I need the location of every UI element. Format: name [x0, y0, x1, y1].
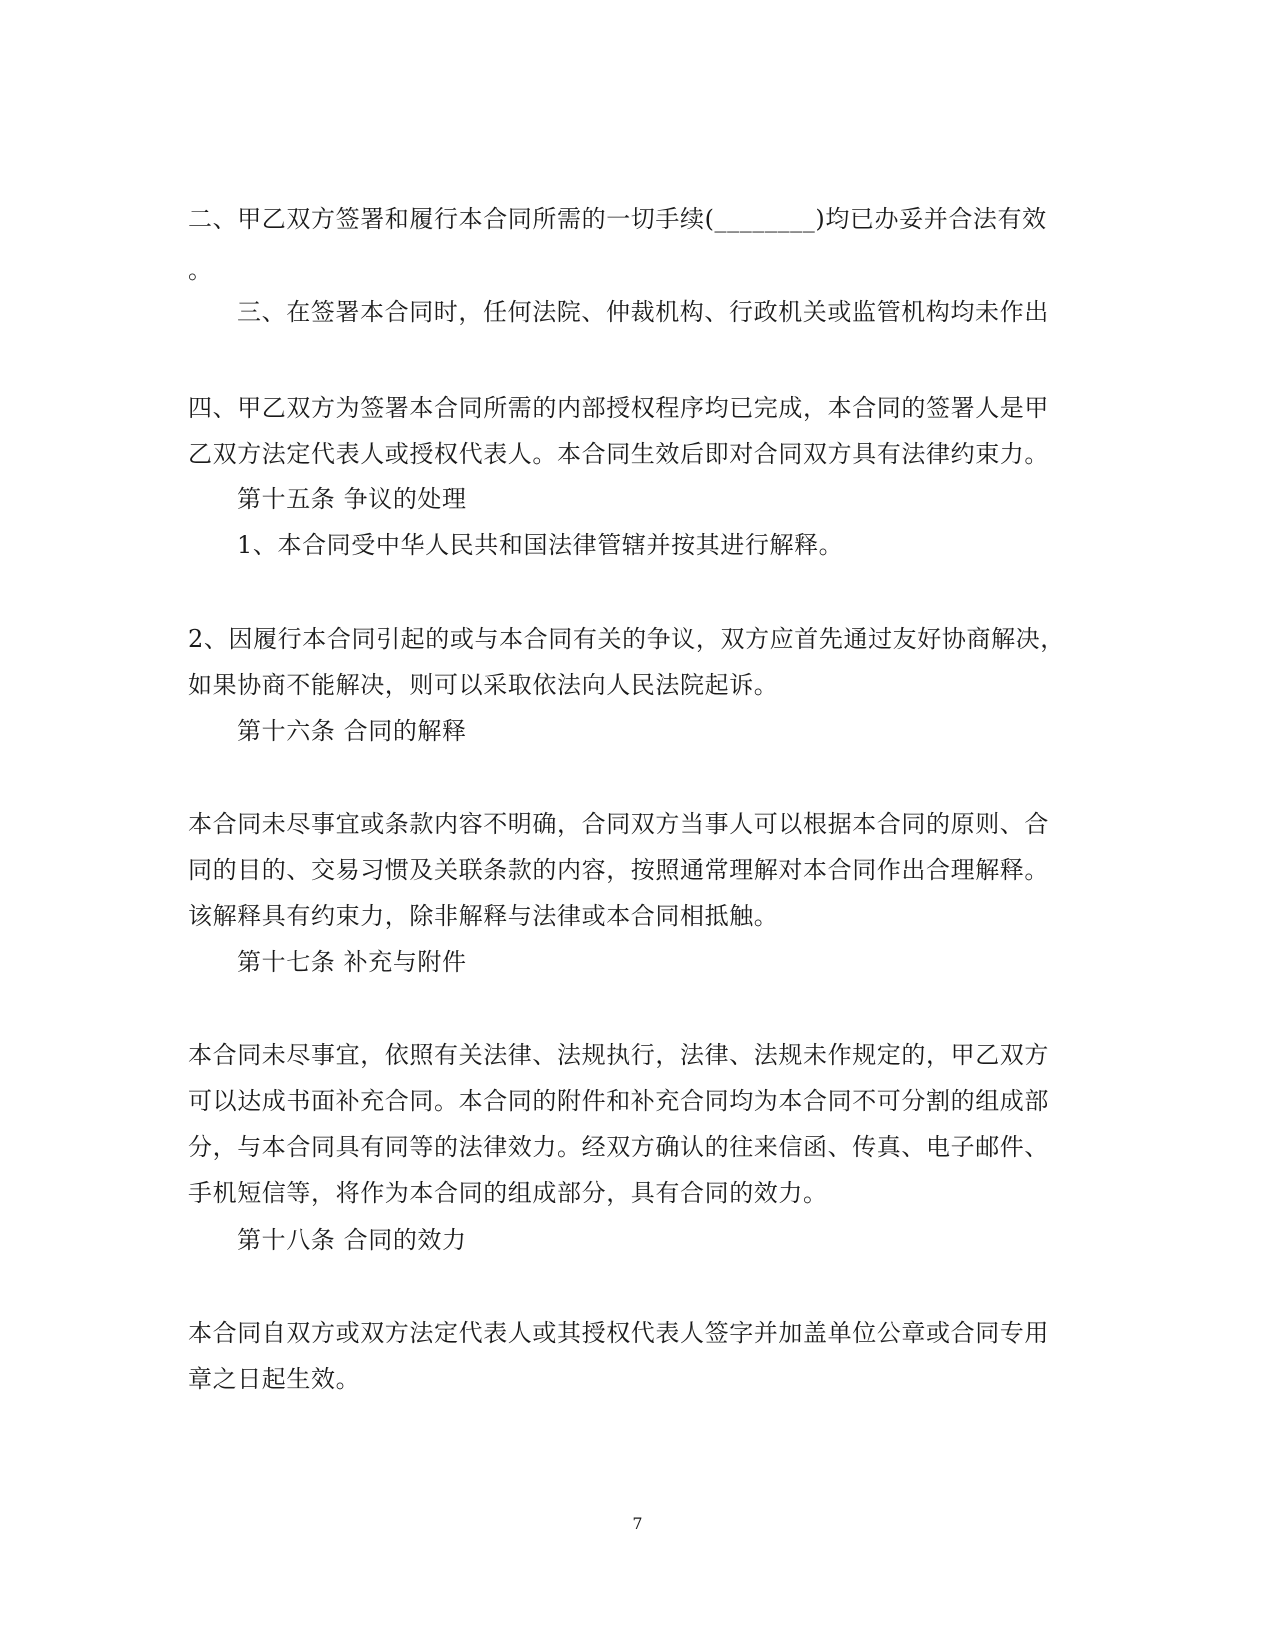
paragraph-line: 。	[188, 256, 213, 284]
section-heading: 第十五条 争议的处理	[237, 485, 467, 513]
paragraph-line: 1、本合同受中华人民共和国法律管辖并按其进行解释。	[237, 531, 844, 559]
paragraph-line: 分，与本合同具有同等的法律效力。经双方确认的往来信函、传真、电子邮件、	[188, 1133, 1049, 1161]
paragraph-line: 同的目的、交易习惯及关联条款的内容，按照通常理解对本合同作出合理解释。	[188, 856, 1049, 884]
paragraph-line: 乙双方法定代表人或授权代表人。本合同生效后即对合同双方具有法律约束力。	[188, 440, 1049, 468]
section-heading: 第十六条 合同的解释	[237, 717, 467, 745]
paragraph-line: 本合同未尽事宜，依照有关法律、法规执行，法律、法规未作规定的，甲乙双方	[188, 1041, 1049, 1069]
paragraph-line: 章之日起生效。	[188, 1365, 361, 1393]
paragraph-line: 二、甲乙双方签署和履行本合同所需的一切手续(________)均已办妥并合法有效	[188, 205, 1047, 233]
paragraph-line: 三、在签署本合同时，任何法院、仲裁机构、行政机关或监管机构均未作出	[237, 298, 1049, 326]
paragraph-line: 该解释具有约束力，除非解释与法律或本合同相抵触。	[188, 902, 779, 930]
paragraph-line: 2、因履行本合同引起的或与本合同有关的争议，双方应首先通过友好协商解决，	[188, 625, 1065, 653]
page-number: 7	[632, 1514, 643, 1533]
paragraph-line: 本合同自双方或双方法定代表人或其授权代表人签字并加盖单位公章或合同专用	[188, 1319, 1049, 1347]
paragraph-line: 如果协商不能解决，则可以采取依法向人民法院起诉。	[188, 671, 779, 699]
section-heading: 第十八条 合同的效力	[237, 1226, 467, 1254]
paragraph-line: 本合同未尽事宜或条款内容不明确，合同双方当事人可以根据本合同的原则、合	[188, 810, 1049, 838]
paragraph-line: 手机短信等，将作为本合同的组成部分，具有合同的效力。	[188, 1179, 828, 1207]
paragraph-line: 四、甲乙双方为签署本合同所需的内部授权程序均已完成，本合同的签署人是甲	[188, 394, 1049, 422]
section-heading: 第十七条 补充与附件	[237, 948, 467, 976]
paragraph-line: 可以达成书面补充合同。本合同的附件和补充合同均为本合同不可分割的组成部	[188, 1087, 1049, 1115]
